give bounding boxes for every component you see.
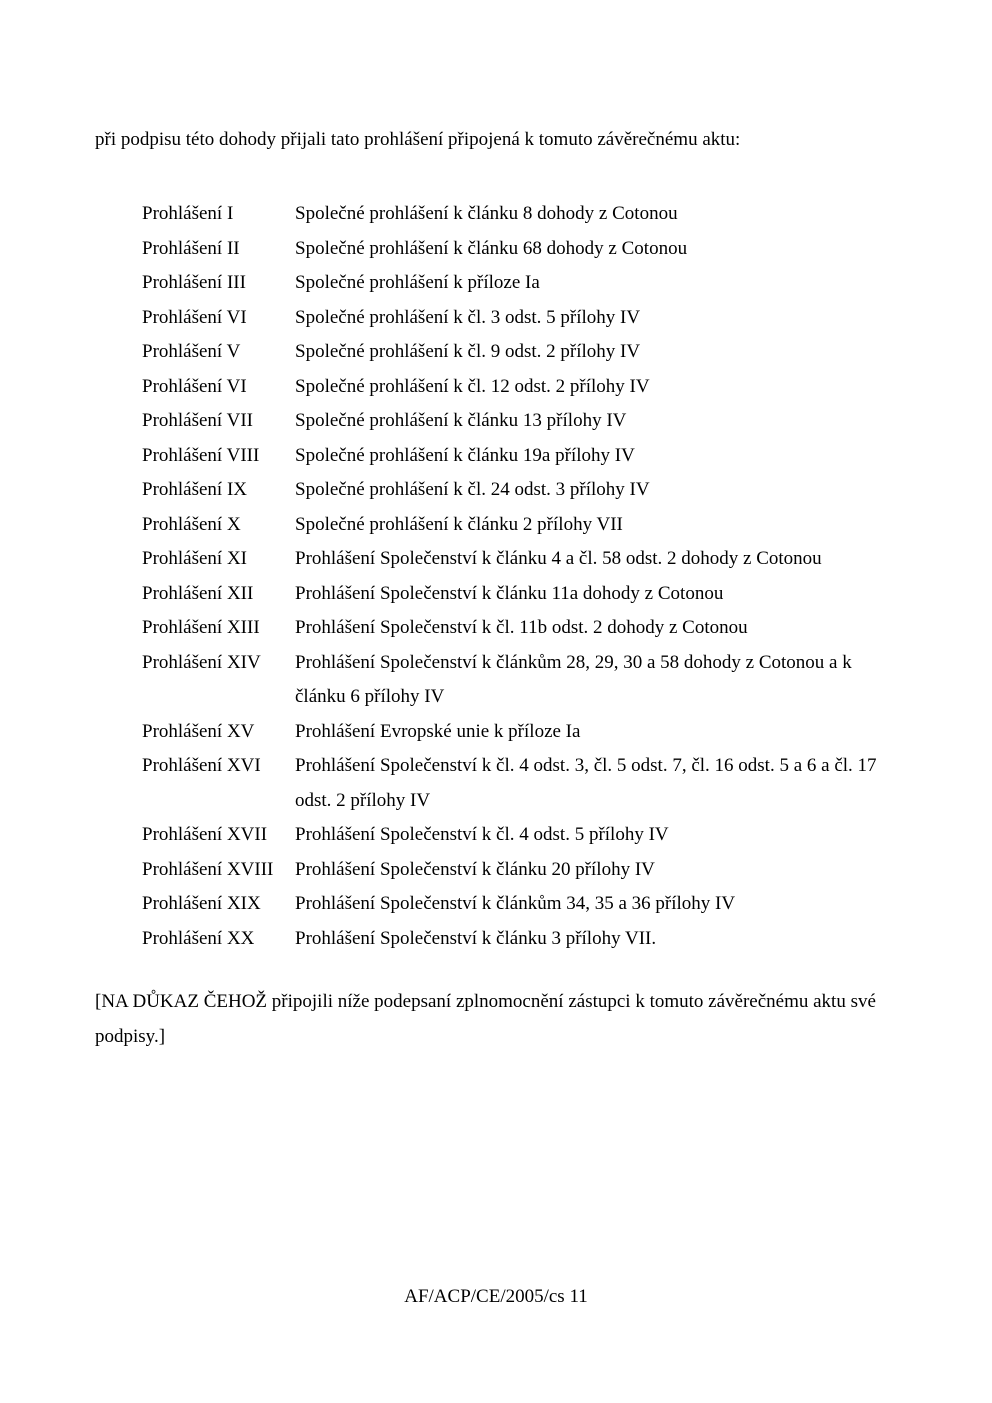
declaration-label: Prohlášení VI bbox=[142, 375, 247, 397]
declaration-label: Prohlášení XI bbox=[142, 548, 248, 569]
declaration-label: Prohlášení III bbox=[142, 272, 246, 293]
declaration-text: Společné prohlášení k čl. 24 odst. 3 přílohy IV bbox=[295, 479, 650, 500]
list-item bbox=[142, 818, 902, 853]
list-item bbox=[142, 611, 902, 646]
declaration-text: Společné prohlášení k článku 19a přílohy IV bbox=[295, 444, 635, 466]
list-item bbox=[142, 370, 902, 405]
declaration-label: Prohlášení XII bbox=[142, 582, 254, 604]
list-item bbox=[142, 853, 902, 888]
list-item bbox=[142, 715, 902, 750]
list-item bbox=[142, 749, 902, 818]
declaration-text: Společné prohlášení k čl. 9 odst. 2 přílohy IV bbox=[295, 341, 641, 362]
declaration-text: Prohlášení Společenství k článkům 28, 29, 30 a 58 dohody z Cotonou a k článku 6 přílohy IV bbox=[295, 651, 852, 707]
list-item bbox=[142, 335, 902, 370]
declaration-label: Prohlášení IX bbox=[142, 479, 248, 500]
declaration-text: Prohlášení Společenství k čl. 4 odst. 5 přílohy IV bbox=[295, 824, 669, 845]
declaration-label: Prohlášení X bbox=[142, 513, 241, 535]
list-item bbox=[142, 301, 902, 336]
declaration-label: Prohlášení XIII bbox=[142, 617, 260, 638]
declaration-text: Prohlášení Společenství k článku 3 přílohy VII. bbox=[295, 927, 657, 949]
declarations-list bbox=[142, 197, 902, 956]
declaration-text: Společné prohlášení k článku 13 přílohy IV bbox=[295, 410, 627, 431]
list-item bbox=[142, 266, 902, 301]
list-item bbox=[142, 508, 902, 543]
declaration-label: Prohlášení II bbox=[142, 237, 240, 259]
page-footer: AF/ACP/CE/2005/cs 11 bbox=[404, 1286, 588, 1307]
declaration-label: Prohlášení XVI bbox=[142, 755, 261, 776]
list-item bbox=[142, 404, 902, 439]
list-item bbox=[142, 577, 902, 612]
declaration-text: Společné prohlášení k příloze Ia bbox=[295, 272, 540, 293]
declaration-label: Prohlášení XIX bbox=[142, 893, 261, 914]
declaration-text: Prohlášení Společenství k čl. 11b odst. 2 dohody z Cotonou bbox=[295, 617, 748, 638]
declaration-text: Společné prohlášení k článku 8 dohody z Cotonou bbox=[295, 203, 678, 224]
list-item bbox=[142, 887, 902, 922]
list-item bbox=[142, 922, 902, 957]
list-item bbox=[142, 439, 902, 474]
declaration-text: Prohlášení Evropské unie k příloze Ia bbox=[295, 720, 581, 742]
declaration-label: Prohlášení I bbox=[142, 203, 234, 224]
declaration-label: Prohlášení VI bbox=[142, 306, 247, 328]
declaration-text: Společné prohlášení k čl. 3 odst. 5 přílohy IV bbox=[295, 306, 641, 328]
list-item bbox=[142, 646, 902, 715]
declaration-label: Prohlášení XV bbox=[142, 720, 255, 742]
declaration-text: Prohlášení Společenství k článkům 34, 35 a 36 přílohy IV bbox=[295, 893, 736, 914]
declaration-label: Prohlášení XVII bbox=[142, 824, 268, 845]
declaration-label: Prohlášení V bbox=[142, 341, 241, 362]
list-item bbox=[142, 197, 902, 232]
declaration-text: Prohlášení Společenství k článku 20 přílohy IV bbox=[295, 858, 655, 880]
declaration-text: Společné prohlášení k článku 2 přílohy VII bbox=[295, 513, 623, 535]
list-item bbox=[142, 232, 902, 267]
declaration-label: Prohlášení VII bbox=[142, 410, 253, 431]
closing-paragraph: [NA DŮKAZ ČEHOŽ připojili níže podepsaní zplnomocnění zástupci k tomuto závěrečnému aktu své podpisy.] bbox=[95, 991, 876, 1047]
declaration-label: Prohlášení XVIII bbox=[142, 858, 274, 880]
declaration-text: Prohlášení Společenství k čl. 4 odst. 3, čl. 5 odst. 7, čl. 16 odst. 5 a 6 a čl. 17 odst. 2 přílohy IV bbox=[295, 755, 877, 811]
list-item bbox=[142, 473, 902, 508]
declaration-text: Společné prohlášení k čl. 12 odst. 2 přílohy IV bbox=[295, 375, 650, 397]
declaration-text: Společné prohlášení k článku 68 dohody z Cotonou bbox=[295, 237, 688, 259]
declaration-label: Prohlášení VIII bbox=[142, 444, 260, 466]
list-item bbox=[142, 542, 902, 577]
declaration-text: Prohlášení Společenství k článku 4 a čl. 58 odst. 2 dohody z Cotonou bbox=[295, 548, 822, 569]
intro-paragraph: při podpisu této dohody přijali tato prohlášení připojená k tomuto závěrečnému aktu: bbox=[95, 129, 741, 150]
declaration-label: Prohlášení XX bbox=[142, 927, 255, 949]
declaration-label: Prohlášení XIV bbox=[142, 651, 261, 673]
declaration-text: Prohlášení Společenství k článku 11a dohody z Cotonou bbox=[295, 582, 724, 604]
